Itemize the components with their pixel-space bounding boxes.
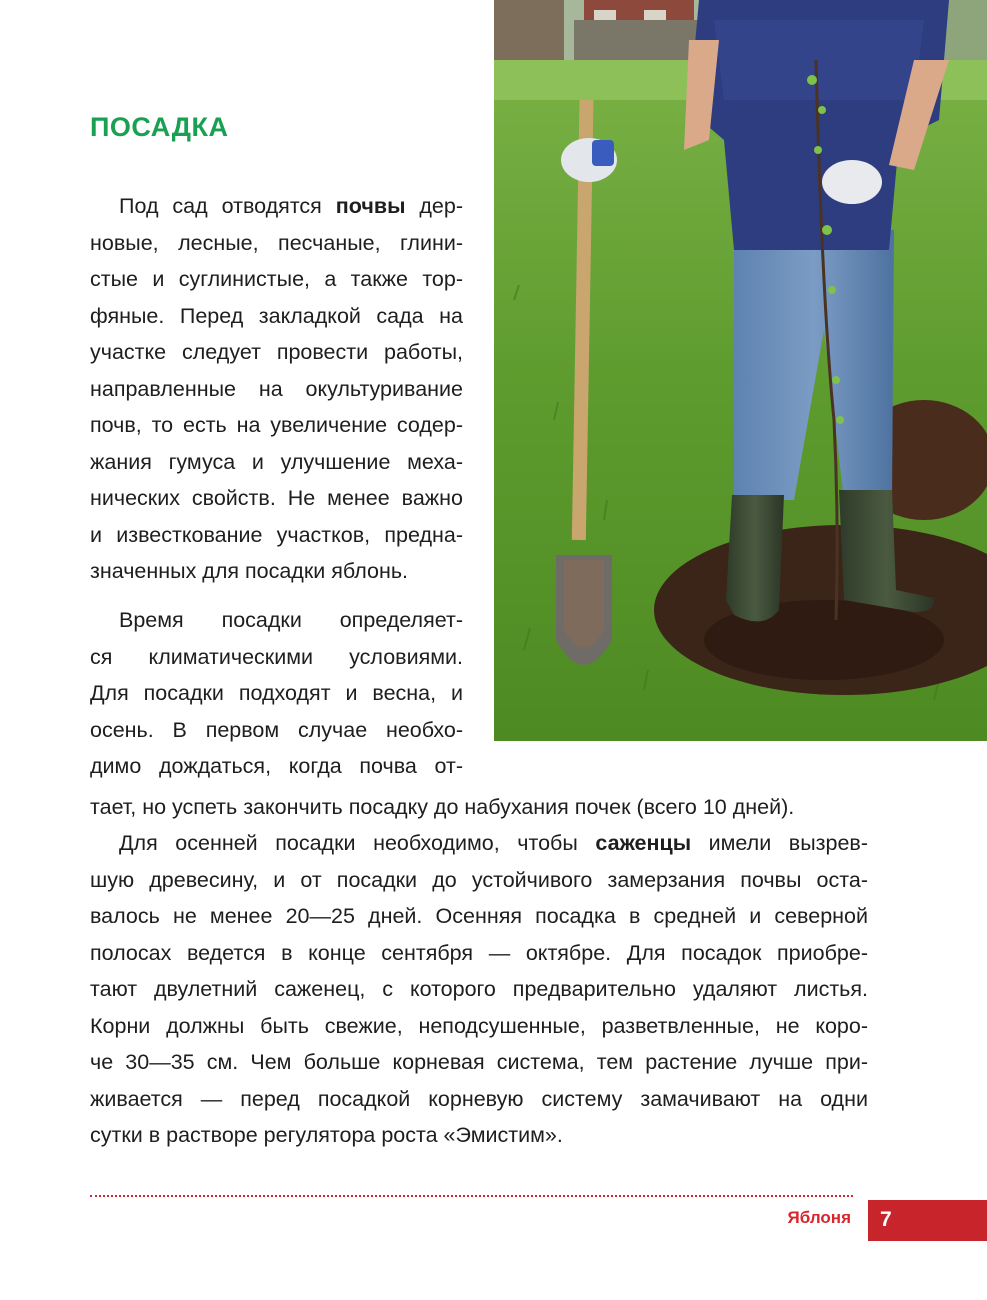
page-number: 7 xyxy=(880,1208,892,1231)
text-line: направленные на окультуривание xyxy=(90,376,463,401)
text-line: валось не менее 20—25 дней. Осенняя посадка в средней и северной xyxy=(90,904,868,928)
text-line: че 30—35 см. Чем больше корневая система, тем растение лучше при- xyxy=(90,1050,868,1074)
text-line: жания гумуса и улучшение меха- xyxy=(90,449,463,474)
text-line: шую древесину, и от посадки до устойчивого замерзания почвы оста- xyxy=(90,867,868,892)
text-line: участке следует провести работы, xyxy=(90,340,463,364)
paragraph-planting-time xyxy=(90,602,463,785)
bold-term-saplings: саженцы xyxy=(595,831,692,855)
text-line: Корни должны быть свежие, неподсушенные, разветвленные, не коро- xyxy=(90,1013,868,1038)
text-line: осень. В первом случае необхо- xyxy=(90,717,463,742)
paragraph-autumn-planting xyxy=(90,825,868,1154)
text-line: стые и суглинистые, а также тор- xyxy=(90,267,463,291)
text-line: и известкование участков, предна- xyxy=(90,522,463,547)
footer-section-title: Яблоня xyxy=(787,1208,851,1227)
text-line: Для осенней посадки необходимо, чтобы саженцы имели вызрев- xyxy=(119,831,869,855)
text-line: полосах ведется в конце сентября — октябре. Для посадок приобре- xyxy=(90,940,868,965)
text-line: димо дождаться, когда почва от- xyxy=(90,754,463,778)
page-number-box xyxy=(868,1200,987,1241)
photo-man-planting-sapling xyxy=(494,0,987,741)
text-line: сутки в растворе регулятора роста «Эмистим». xyxy=(90,1123,563,1147)
text-line: ся климатическими условиями. xyxy=(90,644,463,669)
text-line: Для посадки подходят и весна, и xyxy=(90,681,463,705)
bold-term-soils: почвы xyxy=(335,194,406,218)
text-line: тают двулетний саженец, с которого предварительно удаляют листья. xyxy=(90,977,868,1001)
text-line: нических свойств. Не менее важно xyxy=(90,486,463,510)
footer-dotted-divider xyxy=(90,1195,853,1197)
text-line: почв, то есть на увеличение содер- xyxy=(90,413,463,437)
text-line: фяные. Перед закладкой сада на xyxy=(90,303,463,328)
text-line: тает, но успеть закончить посадку до набухания почек (всего 10 дней). xyxy=(90,795,795,819)
text-line: Время посадки определяет- xyxy=(119,608,463,632)
paragraph-soils xyxy=(90,188,463,590)
paragraph-planting-time-continued xyxy=(90,789,868,826)
section-heading: ПОСАДКА xyxy=(90,112,229,142)
text-line: значенных для посадки яблонь. xyxy=(90,559,409,583)
text-line: живается — перед посадкой корневую систему замачивают на одни xyxy=(90,1086,868,1111)
text-line: новые, лесные, песчаные, глини- xyxy=(90,230,463,255)
text-line: Под сад отводятся почвы дер- xyxy=(119,194,464,218)
